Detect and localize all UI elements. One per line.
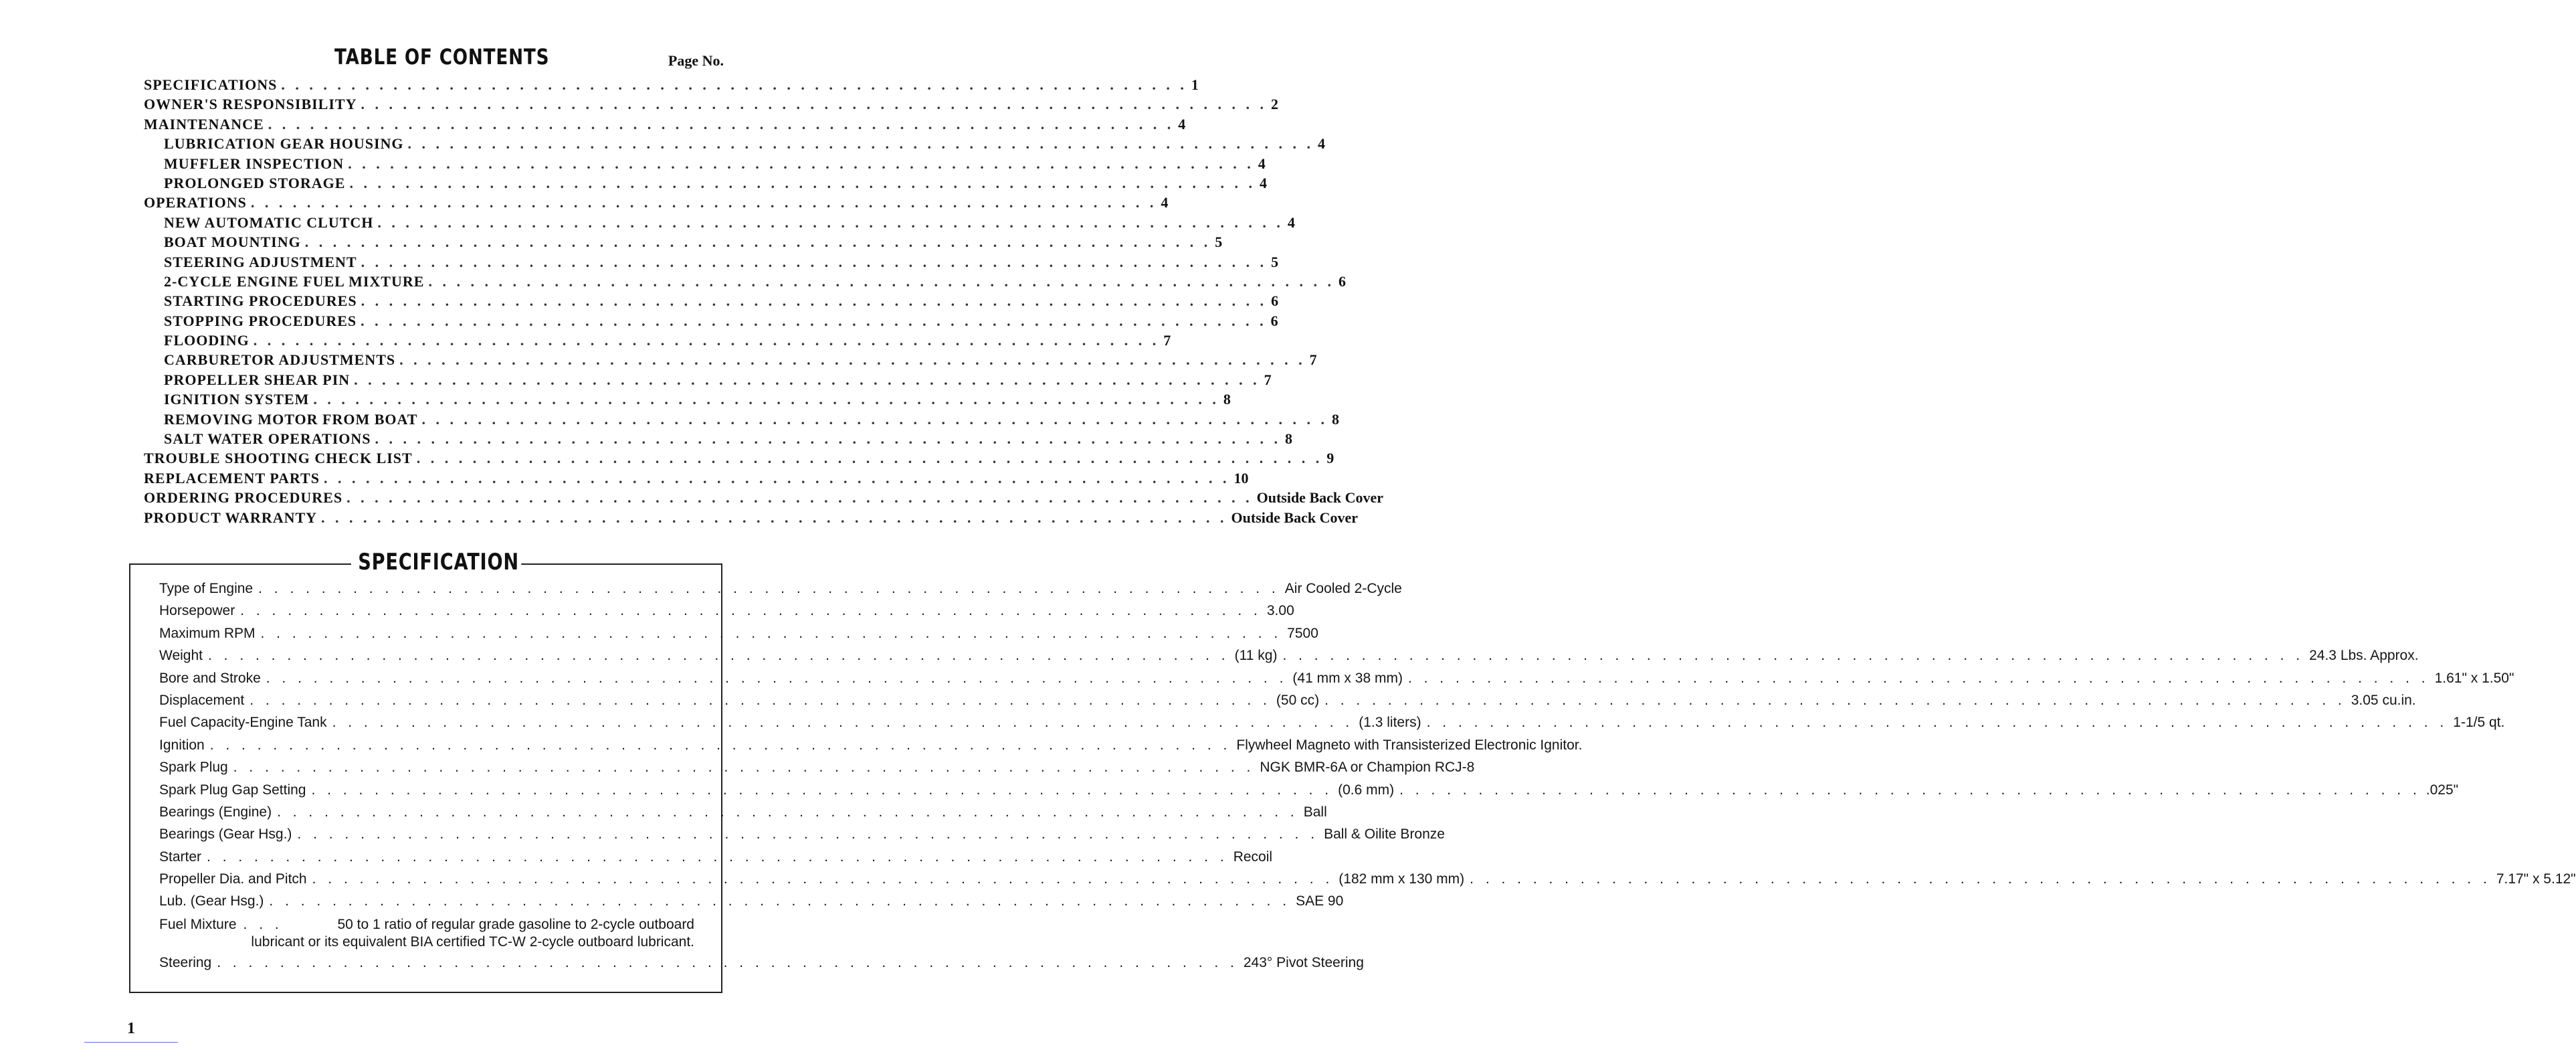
toc-entry-label: SPECIFICATIONS <box>144 76 278 93</box>
spec-leader-dots: . . . . . . . . . . . . . . . . . . . . . . . . . . . . . . . . . . . . . . . . . . . . . . . . . . . . . . . . . . . . . . . . . <box>217 954 1238 970</box>
spec-value: 7.17" x 5.12" <box>2496 871 2576 887</box>
toc-leader-dots: . . . . . . . . . . . . . . . . . . . . . . . . . . . . . . . . . . . . . . . . . . . . . . . . . . . . . . . . . . . . . . . . . <box>375 430 1282 448</box>
table-of-contents <box>144 76 1384 529</box>
toc-entry <box>144 174 1267 194</box>
toc-leader-dots: . . . . . . . . . . . . . . . . . . . . . . . . . . . . . . . . . . . . . . . . . . . . . . . . . . . . . . . . . . . . . . . . . <box>349 174 1256 191</box>
spec-label: Fuel Mixture <box>159 916 237 932</box>
toc-entry-page: 9 <box>1326 450 1334 467</box>
spec-leader-dots: . . . . . . . . . . . . . . . . . . . . . . . . . . . . . . . . . . . . . . . . . . . . . . . . . . . . . . . . . . . . . . . . . <box>258 581 1280 596</box>
spec-row <box>159 648 2419 670</box>
toc-entry-page: 4 <box>1178 115 1186 132</box>
toc-entry-label: PROPELLER SHEAR PIN <box>164 371 351 388</box>
toc-entry-label: PRODUCT WARRANTY <box>144 509 318 526</box>
toc-leader-dots: . . . . . . . . . . . . . . . . . . . . . . . . . . . . . . . . . . . . . . . . . . . . . . . . . . . . . . . . . . . . . . . . . <box>407 135 1314 153</box>
spec-value-line2: lubricant or its equivalent BIA certified TC-W 2-cycle outboard lubricant. <box>251 934 694 950</box>
spec-label: Horsepower <box>159 603 235 619</box>
toc-entry-page: 10 <box>1233 469 1249 487</box>
spec-label: Bore and Stroke <box>159 670 261 686</box>
toc-entry-label: MAINTENANCE <box>144 115 264 132</box>
spec-row <box>159 760 1475 782</box>
footer-rule <box>84 1042 178 1043</box>
spec-leader-dots: . . . . . . . . . . . . . . . . . . . . . . . . . . . . . . . . . . . . . . . . . . . . . . . . . . . . . . . . . . . . . . . . . <box>1399 782 2421 798</box>
spec-label: Type of Engine <box>159 581 254 596</box>
spec-leader-dots: . . . . . . . . . . . . . . . . . . . . . . . . . . . . . . . . . . . . . . . . . . . . . . . . . . . . . . . . . . . . . . . . . <box>277 804 1298 820</box>
toc-entry-page: 6 <box>1271 292 1279 310</box>
page-number: 1 <box>127 1020 135 1037</box>
spec-leader-dots: . . . . . . . . . . . . . . . . . . . . . . . . . . . . . . . . . . . . . . . . . . . . . . . . . . . . . . . . . . . . . . . . . <box>1407 670 2430 686</box>
toc-entry-label: STEERING ADJUSTMENT <box>164 253 357 270</box>
toc-entry <box>144 272 1346 292</box>
spec-value: SAE 90 <box>1296 893 1344 909</box>
toc-entry-label: TROUBLE SHOOTING CHECK LIST <box>144 450 413 467</box>
toc-leader-dots: . . . . . . . . . . . . . . . . . . . . . . . . . . . . . . . . . . . . . . . . . . . . . . . . . . . . . . . . . . . . . . . . . <box>361 312 1267 329</box>
spec-label: Spark Plug Gap Setting <box>159 782 306 798</box>
spec-value: NGK BMR-6A or Champion RCJ-8 <box>1260 760 1475 776</box>
box-top-rule-left <box>130 563 351 565</box>
toc-leader-dots: . . . . . . . . . . . . . . . . . . . . . . . . . . . . . . . . . . . . . . . . . . . . . . . . . . . . . . . . . . . . . . . . . <box>361 96 1267 113</box>
spec-value: Flywheel Magneto with Transisterized Electronic Ignitor. <box>1236 737 1583 753</box>
spec-leader-dots: . . . <box>243 916 283 932</box>
toc-leader-dots: . . . . . . . . . . . . . . . . . . . . . . . . . . . . . . . . . . . . . . . . . . . . . . . . . . . . . . . . . . . . . . . . . <box>313 391 1219 408</box>
spec-leader-dots: . . . . . . . . . . . . . . . . . . . . . . . . . . . . . . . . . . . . . . . . . . . . . . . . . . . . . . . . . . . . . . . . . <box>250 692 1271 708</box>
toc-entry-page: 7 <box>1163 332 1171 349</box>
toc-entry-label: 2-CYCLE ENGINE FUEL MIXTURE <box>164 272 425 290</box>
toc-entry <box>144 332 1171 351</box>
toc-entry <box>144 155 1266 175</box>
spec-value: 24.3 Lbs. Approx. <box>2309 648 2419 664</box>
page-no-header: Page No. <box>668 52 724 69</box>
spec-leader-dots: . . . . . . . . . . . . . . . . . . . . . . . . . . . . . . . . . . . . . . . . . . . . . . . . . . . . . . . . . . . . . . . . . <box>1282 648 2304 664</box>
toc-entry <box>144 135 1326 155</box>
toc-entry-page: 6 <box>1270 312 1278 329</box>
spec-leader-dots: . . . . . . . . . . . . . . . . . . . . . . . . . . . . . . . . . . . . . . . . . . . . . . . . . . . . . . . . . . . . . . . . . <box>269 893 1291 909</box>
spec-label: Lub. (Gear Hsg.) <box>159 893 264 909</box>
spec-value: Ball & Oilite Bronze <box>1324 826 1445 843</box>
toc-entry-page: Outside Back Cover <box>1231 509 1358 526</box>
toc-entry <box>144 213 1295 234</box>
spec-leader-dots: . . . . . . . . . . . . . . . . . . . . . . . . . . . . . . . . . . . . . . . . . . . . . . . . . . . . . . . . . . . . . . . . . <box>312 871 1334 887</box>
spec-label: Bearings (Engine) <box>159 804 272 820</box>
toc-entry-page: 7 <box>1309 351 1317 369</box>
toc-entry-page: 4 <box>1287 213 1295 231</box>
spec-leader-dots: . . . . . . . . . . . . . . . . . . . . . . . . . . . . . . . . . . . . . . . . . . . . . . . . . . . . . . . . . . . . . . . . . <box>240 603 1262 619</box>
spec-value-line1: 50 to 1 ratio of regular grade gasoline to 2-cycle outboard <box>337 916 694 932</box>
spec-leader-dots: . . . . . . . . . . . . . . . . . . . . . . . . . . . . . . . . . . . . . . . . . . . . . . . . . . . . . . . . . . . . . . . . . <box>1426 715 2448 731</box>
spec-label: Propeller Dia. and Pitch <box>159 871 307 887</box>
toc-leader-dots: . . . . . . . . . . . . . . . . . . . . . . . . . . . . . . . . . . . . . . . . . . . . . . . . . . . . . . . . . . . . . . . . . <box>416 450 1323 467</box>
toc-entry-label: NEW AUTOMATIC CLUTCH <box>164 213 374 231</box>
toc-entry-page: 8 <box>1331 410 1339 428</box>
toc-leader-dots: . . . . . . . . . . . . . . . . . . . . . . . . . . . . . . . . . . . . . . . . . . . . . . . . . . . . . . . . . . . . . . . . . <box>348 155 1254 172</box>
toc-entry-label: REPLACEMENT PARTS <box>144 469 320 487</box>
toc-entry-label: BOAT MOUNTING <box>164 234 301 251</box>
specification-title: SPECIFICATION <box>356 549 521 576</box>
spec-leader-dots: . . . . . . . . . . . . . . . . . . . . . . . . . . . . . . . . . . . . . . . . . . . . . . . . . . . . . . . . . . . . . . . . . <box>1324 692 2346 708</box>
spec-label: Fuel Capacity-Engine Tank <box>159 715 327 731</box>
toc-title: TABLE OF CONTENTS <box>334 44 550 70</box>
toc-entry <box>144 450 1334 469</box>
toc-leader-dots: . . . . . . . . . . . . . . . . . . . . . . . . . . . . . . . . . . . . . . . . . . . . . . . . . . . . . . . . . . . . . . . . . <box>250 194 1157 211</box>
spec-row-fuel-mixture <box>159 916 694 951</box>
toc-entry-label: CARBURETOR ADJUSTMENTS <box>164 351 396 369</box>
toc-entry-label: IGNITION SYSTEM <box>164 391 310 408</box>
spec-value: 3.05 cu.in. <box>2351 692 2416 708</box>
spec-value: Ball <box>1303 804 1327 820</box>
toc-leader-dots: . . . . . . . . . . . . . . . . . . . . . . . . . . . . . . . . . . . . . . . . . . . . . . . . . . . . . . . . . . . . . . . . . <box>304 234 1211 251</box>
toc-entry-page: 4 <box>1161 194 1169 211</box>
toc-entry-page: 7 <box>1264 371 1272 388</box>
spec-leader-dots: . . . . . . . . . . . . . . . . . . . . . . . . . . . . . . . . . . . . . . . . . . . . . . . . . . . . . . . . . . . . . . . . . <box>209 737 1231 753</box>
toc-entry <box>144 430 1293 450</box>
toc-leader-dots: . . . . . . . . . . . . . . . . . . . . . . . . . . . . . . . . . . . . . . . . . . . . . . . . . . . . . . . . . . . . . . . . . <box>428 272 1334 290</box>
toc-entry-label: ORDERING PROCEDURES <box>144 489 343 507</box>
toc-entry <box>144 469 1249 489</box>
toc-entry <box>144 351 1317 371</box>
toc-entry <box>144 312 1278 332</box>
spec-metric: (50 cc) <box>1276 692 1320 708</box>
toc-entry <box>144 194 1169 213</box>
spec-row <box>159 625 1318 648</box>
toc-entry-label: LUBRICATION GEAR HOUSING <box>164 135 404 153</box>
spec-row <box>159 603 1294 625</box>
toc-entry <box>144 115 1186 135</box>
spec-leader-dots: . . . . . . . . . . . . . . . . . . . . . . . . . . . . . . . . . . . . . . . . . . . . . . . . . . . . . . . . . . . . . . . . . <box>260 625 1282 641</box>
toc-leader-dots: . . . . . . . . . . . . . . . . . . . . . . . . . . . . . . . . . . . . . . . . . . . . . . . . . . . . . . . . . . . . . . . . . <box>361 292 1268 310</box>
toc-leader-dots: . . . . . . . . . . . . . . . . . . . . . . . . . . . . . . . . . . . . . . . . . . . . . . . . . . . . . . . . . . . . . . . . . <box>268 115 1175 132</box>
spec-row <box>159 581 1402 603</box>
spec-metric: (1.3 liters) <box>1359 715 1421 731</box>
toc-entry-page: 4 <box>1258 155 1266 172</box>
toc-leader-dots: . . . . . . . . . . . . . . . . . . . . . . . . . . . . . . . . . . . . . . . . . . . . . . . . . . . . . . . . . . . . . . . . . <box>421 410 1328 428</box>
toc-entry-page: 8 <box>1285 430 1293 448</box>
toc-leader-dots: . . . . . . . . . . . . . . . . . . . . . . . . . . . . . . . . . . . . . . . . . . . . . . . . . . . . . . . . . . . . . . . . . <box>399 351 1306 369</box>
spec-row <box>159 871 2576 893</box>
toc-entry-page: Outside Back Cover <box>1256 489 1384 507</box>
toc-entry-page: 4 <box>1318 135 1326 153</box>
spec-value: .025" <box>2425 782 2459 798</box>
spec-row <box>159 893 1344 915</box>
spec-row <box>159 737 1583 760</box>
toc-entry-label: REMOVING MOTOR FROM BOAT <box>164 410 418 428</box>
spec-label: Ignition <box>159 737 205 753</box>
spec-label: Displacement <box>159 692 245 708</box>
spec-label: Steering <box>159 954 212 970</box>
spec-row <box>159 692 2416 715</box>
spec-row <box>159 715 2505 737</box>
toc-leader-dots: . . . . . . . . . . . . . . . . . . . . . . . . . . . . . . . . . . . . . . . . . . . . . . . . . . . . . . . . . . . . . . . . . <box>354 371 1260 388</box>
spec-metric: (0.6 mm) <box>1338 782 1395 798</box>
toc-entry-page: 8 <box>1223 391 1231 408</box>
spec-metric: (182 mm x 130 mm) <box>1339 871 1465 887</box>
toc-entry <box>144 391 1231 410</box>
spec-value: 3.00 <box>1266 603 1294 619</box>
toc-entry <box>144 509 1358 529</box>
toc-leader-dots: . . . . . . . . . . . . . . . . . . . . . . . . . . . . . . . . . . . . . . . . . . . . . . . . . . . . . . . . . . . . . . . . . <box>346 489 1253 507</box>
spec-row <box>159 954 1364 977</box>
spec-leader-dots: . . . . . . . . . . . . . . . . . . . . . . . . . . . . . . . . . . . . . . . . . . . . . . . . . . . . . . . . . . . . . . . . . <box>332 715 1354 731</box>
spec-value: 7500 <box>1287 625 1318 641</box>
toc-leader-dots: . . . . . . . . . . . . . . . . . . . . . . . . . . . . . . . . . . . . . . . . . . . . . . . . . . . . . . . . . . . . . . . . . <box>281 76 1187 93</box>
toc-entry <box>144 489 1384 509</box>
spec-metric: (11 kg) <box>1234 648 1278 664</box>
spec-label: Bearings (Gear Hsg.) <box>159 826 292 843</box>
spec-row <box>159 826 1445 849</box>
spec-value: 1-1/5 qt. <box>2453 715 2505 731</box>
toc-entry-page: 4 <box>1259 174 1267 191</box>
box-top-rule-right <box>506 563 721 565</box>
spec-leader-dots: . . . . . . . . . . . . . . . . . . . . . . . . . . . . . . . . . . . . . . . . . . . . . . . . . . . . . . . . . . . . . . . . . <box>207 648 1229 664</box>
toc-entry-page: 5 <box>1215 234 1223 251</box>
toc-entry-page: 1 <box>1191 76 1199 93</box>
toc-entry <box>144 96 1278 115</box>
spec-value: 243° Pivot Steering <box>1243 954 1364 970</box>
spec-value: Recoil <box>1233 849 1273 865</box>
spec-label: Maximum RPM <box>159 625 256 641</box>
specification-list <box>159 581 2576 977</box>
toc-entry-label: OPERATIONS <box>144 194 247 211</box>
spec-value: 1.61" x 1.50" <box>2434 670 2514 686</box>
spec-value: Air Cooled 2-Cycle <box>1284 581 1402 596</box>
spec-leader-dots: . . . . . . . . . . . . . . . . . . . . . . . . . . . . . . . . . . . . . . . . . . . . . . . . . . . . . . . . . . . . . . . . . <box>207 849 1228 865</box>
toc-leader-dots: . . . . . . . . . . . . . . . . . . . . . . . . . . . . . . . . . . . . . . . . . . . . . . . . . . . . . . . . . . . . . . . . . <box>377 213 1284 231</box>
toc-entry-page: 5 <box>1271 253 1279 270</box>
toc-entry-label: STARTING PROCEDURES <box>164 292 357 310</box>
toc-leader-dots: . . . . . . . . . . . . . . . . . . . . . . . . . . . . . . . . . . . . . . . . . . . . . . . . . . . . . . . . . . . . . . . . . <box>361 253 1268 270</box>
toc-entry <box>144 234 1223 253</box>
spec-row <box>159 670 2514 693</box>
spec-metric: (41 mm x 38 mm) <box>1292 670 1403 686</box>
toc-entry <box>144 410 1339 430</box>
toc-leader-dots: . . . . . . . . . . . . . . . . . . . . . . . . . . . . . . . . . . . . . . . . . . . . . . . . . . . . . . . . . . . . . . . . . <box>253 332 1160 349</box>
spec-row <box>159 804 1327 826</box>
toc-entry-label: PROLONGED STORAGE <box>164 174 346 191</box>
toc-entry-page: 6 <box>1338 272 1346 290</box>
spec-label: Starter <box>159 849 202 865</box>
spec-leader-dots: . . . . . . . . . . . . . . . . . . . . . . . . . . . . . . . . . . . . . . . . . . . . . . . . . . . . . . . . . . . . . . . . . <box>297 826 1319 843</box>
toc-entry-label: STOPPING PROCEDURES <box>164 312 357 329</box>
spec-row <box>159 782 2459 804</box>
toc-entry-page: 2 <box>1270 96 1278 113</box>
toc-entry-label: FLOODING <box>164 332 250 349</box>
toc-entry-label: MUFFLER INSPECTION <box>164 155 344 172</box>
toc-entry-label: OWNER'S RESPONSIBILITY <box>144 96 357 113</box>
toc-entry <box>144 292 1279 312</box>
toc-leader-dots: . . . . . . . . . . . . . . . . . . . . . . . . . . . . . . . . . . . . . . . . . . . . . . . . . . . . . . . . . . . . . . . . . <box>323 469 1230 487</box>
spec-leader-dots: . . . . . . . . . . . . . . . . . . . . . . . . . . . . . . . . . . . . . . . . . . . . . . . . . . . . . . . . . . . . . . . . . <box>233 760 1255 776</box>
toc-entry <box>144 76 1199 96</box>
spec-leader-dots: . . . . . . . . . . . . . . . . . . . . . . . . . . . . . . . . . . . . . . . . . . . . . . . . . . . . . . . . . . . . . . . . . <box>266 670 1288 686</box>
toc-leader-dots: . . . . . . . . . . . . . . . . . . . . . . . . . . . . . . . . . . . . . . . . . . . . . . . . . . . . . . . . . . . . . . . . . <box>321 509 1227 526</box>
spec-leader-dots: . . . . . . . . . . . . . . . . . . . . . . . . . . . . . . . . . . . . . . . . . . . . . . . . . . . . . . . . . . . . . . . . . <box>1470 871 2491 887</box>
toc-entry <box>144 371 1272 391</box>
toc-entry-label: SALT WATER OPERATIONS <box>164 430 371 448</box>
spec-row <box>159 849 1273 871</box>
toc-entry <box>144 253 1279 273</box>
spec-leader-dots: . . . . . . . . . . . . . . . . . . . . . . . . . . . . . . . . . . . . . . . . . . . . . . . . . . . . . . . . . . . . . . . . . <box>311 782 1333 798</box>
spec-label: Spark Plug <box>159 760 228 776</box>
spec-label: Weight <box>159 648 203 664</box>
